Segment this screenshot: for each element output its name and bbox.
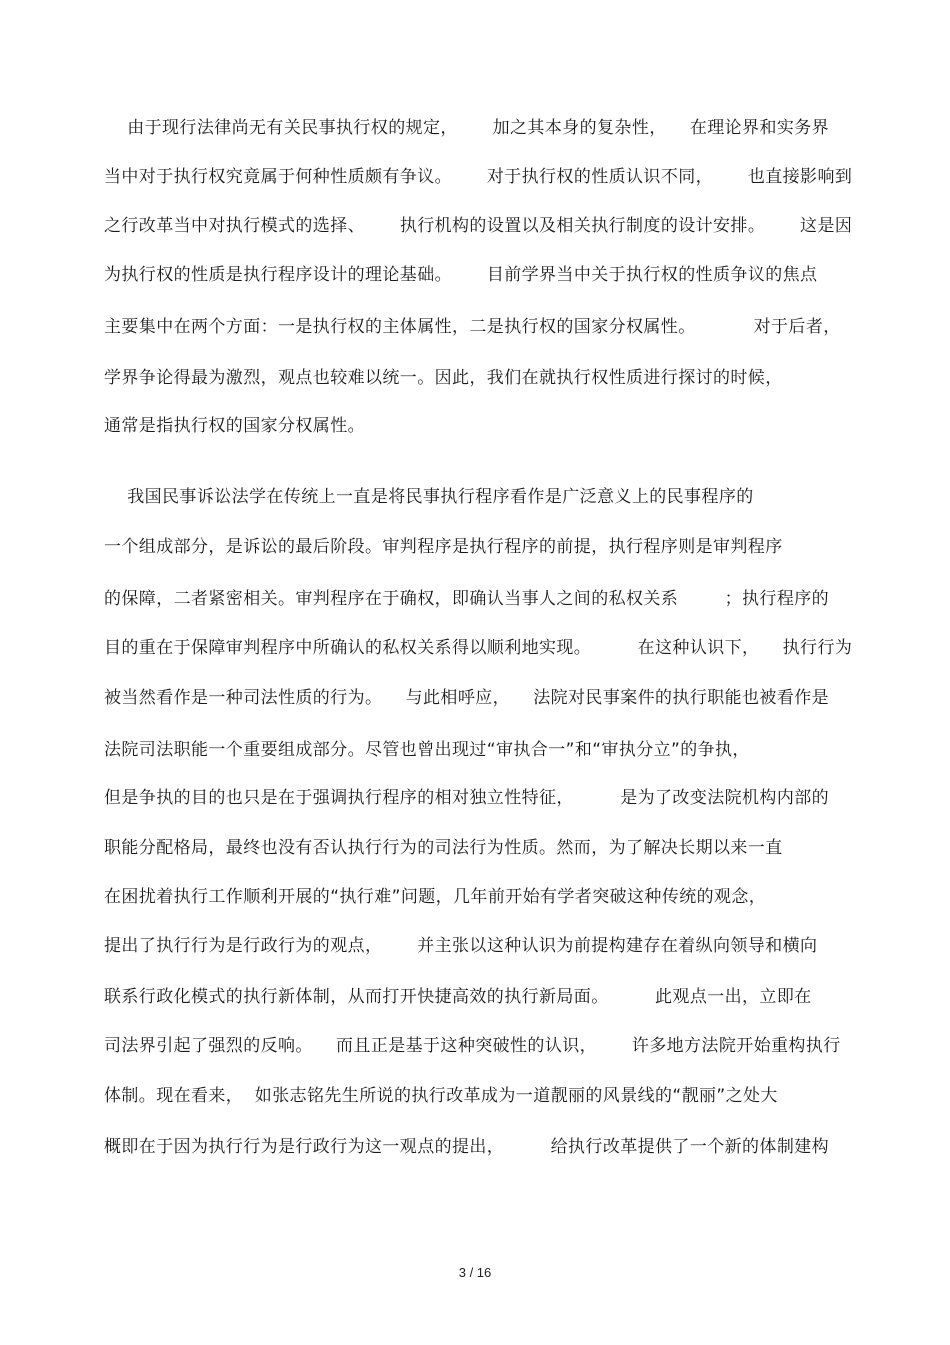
text-line: 的保障，二者紧密相关。审判程序在于确权，即确认当事人之间的私权关系 ；执行程序的 (104, 589, 830, 609)
text-line: 体制。现在看来， 如张志铭先生所说的执行改革成为一道靓丽的风景线的“靓丽”之处大 (104, 1086, 778, 1106)
text-line: 目的重在于保障审判程序中所确认的私权关系得以顺利地实现。 在这种认识下， 执行行为 (104, 638, 853, 658)
text-line: 之行改革当中对执行模式的选择、 执行机构的设置以及相关执行制度的设计安排。 这是因 (104, 216, 853, 236)
text-line: 提出了执行行为是行政行为的观点， 并主张以这种认识为前提构建存在着纵向领导和横向 (104, 936, 818, 956)
text-line: 通常是指执行权的国家分权属性。 (104, 416, 365, 436)
text-line: 在困扰着执行工作顺利开展的“执行难”问题，几年前开始有学者突破这种传统的观念， (104, 887, 767, 907)
text-line: 职能分配格局，最终也没有否认执行行为的司法行为性质。然而，为了解决长期以来一直 (104, 838, 783, 858)
text-line: 当中对于执行权究竟属于何种性质颇有争议。 对于执行权的性质认识不同， 也直接影响到 (104, 167, 853, 187)
text-line: 但是争执的目的也只是在于强调执行程序的相对独立性特征， 是为了改变法院机构内部的 (104, 788, 830, 808)
text-line: 主要集中在两个方面：一是执行权的主体属性，二是执行权的国家分权属性。 对于后者， (104, 317, 841, 337)
text-line: 学界争论得最为激烈，观点也较难以统一。因此，我们在就执行权性质进行探讨的时候， (104, 368, 783, 388)
text-line: 由于现行法律尚无有关民事执行权的规定， 加之其本身的复杂性， 在理论界和实务界 (104, 118, 830, 138)
text-line: 我国民事诉讼法学在传统上一直是将民事执行程序看作是广泛意义上的民事程序的 (104, 487, 754, 507)
text-line: 一个组成部分，是诉讼的最后阶段。审判程序是执行程序的前提，执行程序则是审判程序 (104, 537, 783, 557)
text-line: 被当然看作是一种司法性质的行为。 与此相呼应， 法院对民事案件的执行职能也被看作是 (104, 688, 830, 708)
text-line: 概即在于因为执行行为是行政行为这一观点的提出， 给执行改革提供了一个新的体制建构 (104, 1137, 830, 1157)
text-line: 法院司法职能一个重要组成部分。尽管也曾出现过“审执合一”和“审执分立”的争执， (104, 740, 750, 760)
text-line: 联系行政化模式的执行新体制，从而打开快捷高效的执行新局面。 此观点一出，立即在 (104, 987, 812, 1007)
page-number: 3 / 16 (458, 1265, 492, 1280)
text-line: 为执行权的性质是执行程序设计的理论基础。 目前学界当中关于执行权的性质争议的焦点 (104, 265, 818, 285)
text-line: 司法界引起了强烈的反响。 而且正是基于这种突破性的认识， 许多地方法院开始重构执行 (104, 1036, 841, 1056)
